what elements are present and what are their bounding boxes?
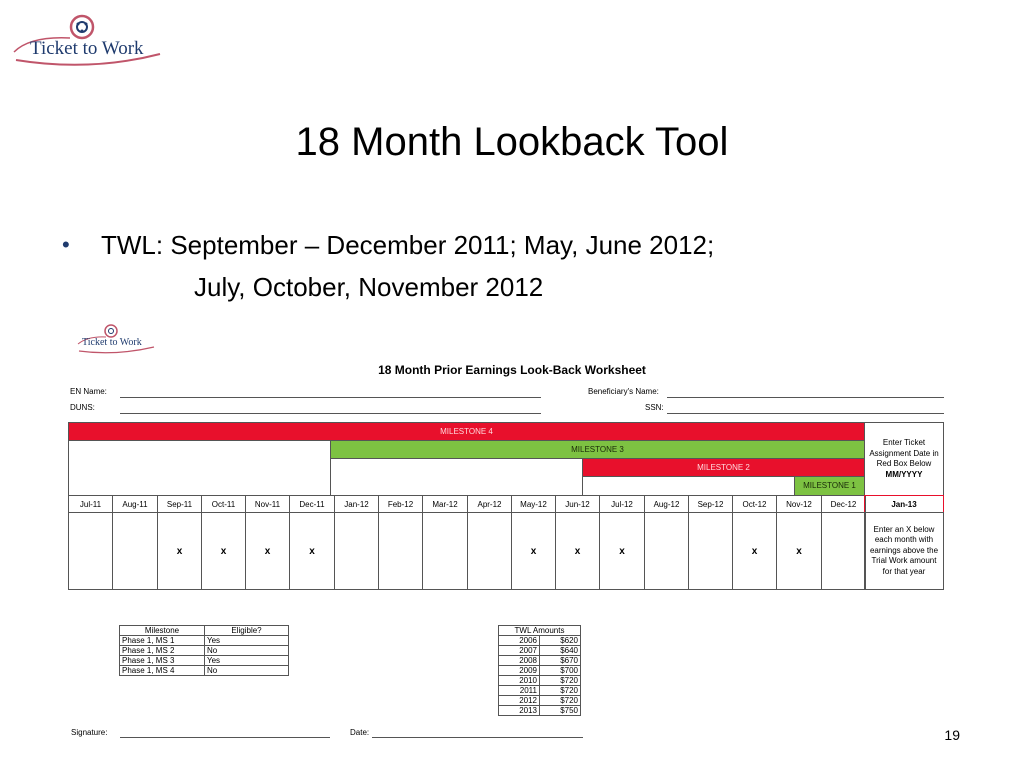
table-cell: Phase 1, MS 4 <box>120 666 205 676</box>
amount-cell: $620 <box>539 636 580 646</box>
column-header: Eligible? <box>205 626 289 636</box>
earnings-mark-cell[interactable]: x <box>289 512 335 590</box>
milestone-table <box>119 625 289 676</box>
page-number: 19 <box>944 727 960 743</box>
ticket-to-work-logo <box>10 8 170 68</box>
instruction-line: Red Box Below <box>876 459 932 468</box>
table-row <box>499 676 581 686</box>
instruction-line: earnings above the <box>869 545 939 555</box>
month-header-cell: Oct-11 <box>201 495 246 513</box>
year-cell: 2011 <box>499 686 540 696</box>
instruction-line: for that year <box>882 566 926 576</box>
instruction-line: each month with <box>874 535 934 545</box>
worksheet-title: 18 Month Prior Earnings Look-Back Worksheet <box>378 363 646 377</box>
earnings-mark-cell[interactable]: x <box>599 512 645 590</box>
earnings-mark-cell[interactable]: x <box>157 512 202 590</box>
signature-field <box>120 737 330 738</box>
earnings-mark-cell[interactable] <box>821 512 866 590</box>
amount-cell: $720 <box>539 696 580 706</box>
en-name-label: EN Name: <box>70 387 107 396</box>
bullet-dot-icon: • <box>62 232 70 257</box>
instruction-line: Assignment Date in <box>869 448 939 458</box>
amount-cell: $640 <box>539 646 580 656</box>
table-cell: No <box>205 666 289 676</box>
bullet-text-line1: TWL: September – December 2011; May, June 2012; <box>101 230 715 260</box>
milestone-2-bar: MILESTONE 2 <box>582 458 865 477</box>
year-cell: 2007 <box>499 646 540 656</box>
earnings-mark-cell[interactable] <box>334 512 379 590</box>
table-row <box>120 646 289 656</box>
bullet-text-line2: July, October, November 2012 <box>194 272 544 302</box>
month-header-cell: Oct-12 <box>732 495 777 513</box>
table-header-row <box>120 626 289 636</box>
table-row <box>499 636 581 646</box>
earnings-mark-cell[interactable] <box>112 512 158 590</box>
beneficiary-name-label: Beneficiary's Name: <box>588 387 659 396</box>
year-cell: 2010 <box>499 676 540 686</box>
amount-cell: $720 <box>539 686 580 696</box>
earnings-mark-cell[interactable] <box>644 512 689 590</box>
month-header-cell: Feb-12 <box>378 495 423 513</box>
month-header-cell: Dec-12 <box>821 495 866 513</box>
milestone-1-bar: MILESTONE 1 <box>794 476 865 496</box>
date-format-hint: MM/YYYY <box>885 469 923 479</box>
twl-amounts-table <box>498 625 581 716</box>
month-header-cell: Dec-11 <box>289 495 335 513</box>
mark-instructions <box>864 512 944 590</box>
table-cell: No <box>205 646 289 656</box>
year-cell: 2006 <box>499 636 540 646</box>
earnings-mark-cell[interactable] <box>467 512 512 590</box>
beneficiary-name-field <box>667 397 944 398</box>
table-row <box>499 666 581 676</box>
table-row <box>499 656 581 666</box>
column-header: TWL Amounts <box>499 626 581 636</box>
table-row <box>120 656 289 666</box>
amount-cell: $700 <box>539 666 580 676</box>
table-row <box>499 686 581 696</box>
month-header-cell: Jan-12 <box>334 495 379 513</box>
assignment-date-box[interactable]: Jan-13 <box>864 495 944 513</box>
amount-cell: $670 <box>539 656 580 666</box>
month-header-cell: Mar-12 <box>422 495 468 513</box>
earnings-mark-cell[interactable]: x <box>245 512 290 590</box>
earnings-mark-cell[interactable] <box>422 512 468 590</box>
earnings-mark-cell[interactable]: x <box>555 512 600 590</box>
blank-cell <box>330 458 583 496</box>
month-header-cell: Jul-11 <box>68 495 113 513</box>
column-header: Milestone <box>120 626 205 636</box>
month-header-cell: Aug-11 <box>112 495 158 513</box>
table-row <box>120 636 289 646</box>
instruction-line: Enter an X below <box>873 524 935 534</box>
year-cell: 2008 <box>499 656 540 666</box>
earnings-mark-cell[interactable]: x <box>201 512 246 590</box>
en-name-field <box>120 397 541 398</box>
earnings-mark-cell[interactable]: x <box>776 512 822 590</box>
earnings-mark-cell[interactable]: x <box>511 512 556 590</box>
month-header-cell: Aug-12 <box>644 495 689 513</box>
logo-text: Ticket to Work <box>30 38 144 59</box>
earnings-mark-cell[interactable]: x <box>732 512 777 590</box>
table-row <box>120 666 289 676</box>
month-header-cell: Apr-12 <box>467 495 512 513</box>
earnings-mark-cell[interactable] <box>688 512 733 590</box>
year-cell: 2012 <box>499 696 540 706</box>
blank-cell <box>68 440 331 496</box>
month-header-cell: Sep-11 <box>157 495 202 513</box>
table-cell: Phase 1, MS 3 <box>120 656 205 666</box>
table-cell: Yes <box>205 656 289 666</box>
table-header-row <box>499 626 581 636</box>
duns-label: DUNS: <box>70 403 95 412</box>
year-cell: 2009 <box>499 666 540 676</box>
table-cell: Phase 1, MS 2 <box>120 646 205 656</box>
assignment-instructions <box>864 422 944 496</box>
duns-field <box>120 413 541 414</box>
milestone-3-bar: MILESTONE 3 <box>330 440 865 459</box>
month-header-cell: Sep-12 <box>688 495 733 513</box>
table-cell: Yes <box>205 636 289 646</box>
month-header-cell: May-12 <box>511 495 556 513</box>
month-header-cell: Jun-12 <box>555 495 600 513</box>
worksheet-logo <box>76 322 156 356</box>
table-cell: Phase 1, MS 1 <box>120 636 205 646</box>
date-field <box>372 737 583 738</box>
milestone-4-bar: MILESTONE 4 <box>68 422 865 441</box>
instruction-line: Enter Ticket <box>882 438 926 447</box>
earnings-mark-cell[interactable] <box>68 512 113 590</box>
table-row <box>499 706 581 716</box>
month-header-cell: Jul-12 <box>599 495 645 513</box>
year-cell: 2013 <box>499 706 540 716</box>
ssn-field <box>667 413 944 414</box>
amount-cell: $720 <box>539 676 580 686</box>
amount-cell: $750 <box>539 706 580 716</box>
blank-cell <box>582 476 795 496</box>
signature-label: Signature: <box>71 728 108 737</box>
slide-title: 18 Month Lookback Tool <box>295 120 729 164</box>
earnings-mark-cell[interactable] <box>378 512 423 590</box>
month-header-cell: Nov-11 <box>245 495 290 513</box>
month-header-cell: Nov-12 <box>776 495 822 513</box>
lookback-grid <box>68 422 944 590</box>
table-row <box>499 646 581 656</box>
table-row <box>499 696 581 706</box>
ssn-label: SSN: <box>645 403 664 412</box>
date-label: Date: <box>350 728 370 737</box>
instruction-line: Trial Work amount <box>871 556 937 566</box>
logo-text: Ticket to Work <box>82 337 142 348</box>
